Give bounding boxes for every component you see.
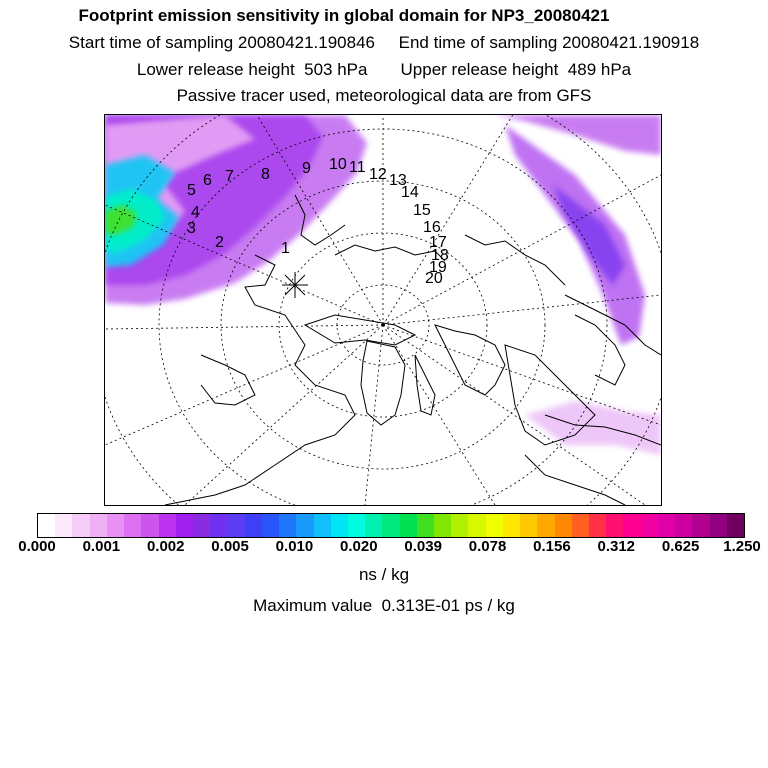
trajectory-label: 15: [413, 202, 431, 219]
colorbar-swatch: [606, 514, 623, 537]
sampling-time-line: Start time of sampling 20080421.190846 End time of sampling 20080421.190918: [68, 33, 700, 52]
colorbar-swatch: [107, 514, 124, 537]
colorbar-swatch: [555, 514, 572, 537]
colorbar-swatch: [589, 514, 606, 537]
colorbar-swatch: [503, 514, 520, 537]
colorbar-swatch: [641, 514, 658, 537]
colorbar-tick-label: 0.039: [404, 538, 442, 555]
trajectory-label: 1: [281, 240, 290, 257]
trajectory-label: 18: [431, 247, 449, 264]
trajectory-label: 5: [187, 182, 196, 199]
colorbar-swatch: [468, 514, 485, 537]
colorbar-tick-label: 0.000: [18, 538, 56, 555]
colorbar-units: ns / kg: [358, 565, 410, 584]
colorbar-tick-label: 0.010: [275, 538, 314, 555]
colorbar-swatch: [451, 514, 468, 537]
colorbar-swatch: [417, 514, 434, 537]
trajectory-label: 10: [329, 156, 347, 173]
trajectory-label: 11: [349, 159, 366, 176]
polar-map: [104, 114, 662, 506]
colorbar-swatch: [623, 514, 640, 537]
trajectory-label: 4: [191, 204, 200, 221]
colorbar: [37, 513, 745, 538]
trajectory-label: 6: [203, 172, 212, 189]
trajectory-label: 9: [302, 160, 311, 177]
colorbar-tick-label: 0.002: [146, 538, 185, 555]
colorbar-tick-label: 0.156: [533, 538, 571, 555]
colorbar-swatch: [38, 514, 55, 537]
colorbar-swatch: [348, 514, 365, 537]
tracer-info-line: Passive tracer used, meteorological data are from GFS: [176, 86, 592, 105]
trajectory-label: 3: [187, 220, 196, 237]
trajectory-label: 2: [215, 234, 224, 251]
map-title: Footprint emission sensitivity in global domain for NP3_20080421: [78, 6, 610, 25]
colorbar-swatch: [227, 514, 244, 537]
colorbar-tick-label: 0.078: [468, 538, 507, 555]
release-star-icon: [282, 272, 308, 298]
colorbar-swatch: [486, 514, 503, 537]
colorbar-tick-label: 0.312: [597, 538, 636, 555]
colorbar-swatch: [245, 514, 262, 537]
colorbar-swatch: [365, 514, 382, 537]
colorbar-tick-label: 0.005: [211, 538, 249, 555]
colorbar-tick-label: 0.020: [340, 538, 378, 555]
colorbar-swatch: [520, 514, 537, 537]
colorbar-swatch: [658, 514, 675, 537]
colorbar-swatch: [90, 514, 107, 537]
colorbar-swatch: [124, 514, 141, 537]
colorbar-swatch: [193, 514, 210, 537]
colorbar-swatch: [141, 514, 158, 537]
colorbar-swatch: [296, 514, 313, 537]
trajectory-label: 17: [429, 234, 447, 251]
maximum-value-text: Maximum value 0.313E-01 ps / kg: [253, 596, 515, 615]
colorbar-tick-label: 0.001: [82, 538, 121, 555]
colorbar-swatch: [331, 514, 348, 537]
colorbar-swatch: [675, 514, 692, 537]
colorbar-swatch: [279, 514, 296, 537]
trajectory-label: 16: [423, 219, 441, 236]
colorbar-swatch: [434, 514, 451, 537]
trajectory-label: 12: [369, 166, 387, 183]
colorbar-swatch: [710, 514, 727, 537]
colorbar-swatch: [176, 514, 193, 537]
colorbar-swatch: [314, 514, 331, 537]
trajectory-label: 20: [425, 270, 443, 287]
trajectory-label: 8: [261, 166, 270, 183]
colorbar-swatch: [572, 514, 589, 537]
colorbar-swatch: [382, 514, 399, 537]
release-height-line: Lower release height 503 hPa Upper release height 489 hPa: [136, 60, 632, 79]
colorbar-swatch: [72, 514, 89, 537]
colorbar-swatch: [727, 514, 744, 537]
colorbar-tick-label: 0.625: [661, 538, 700, 555]
colorbar-swatch: [400, 514, 417, 537]
colorbar-swatch: [262, 514, 279, 537]
trajectory-label: 7: [225, 168, 234, 185]
map-canvas: [105, 115, 661, 505]
trajectory-label: 19: [429, 259, 447, 276]
colorbar-tick-label: 1.250: [723, 538, 761, 555]
trajectory-label: 13: [389, 172, 407, 189]
colorbar-swatch: [159, 514, 176, 537]
colorbar-swatch: [55, 514, 72, 537]
colorbar-swatch: [210, 514, 227, 537]
trajectory-label: 14: [401, 184, 419, 201]
colorbar-swatch: [692, 514, 709, 537]
colorbar-swatch: [537, 514, 554, 537]
